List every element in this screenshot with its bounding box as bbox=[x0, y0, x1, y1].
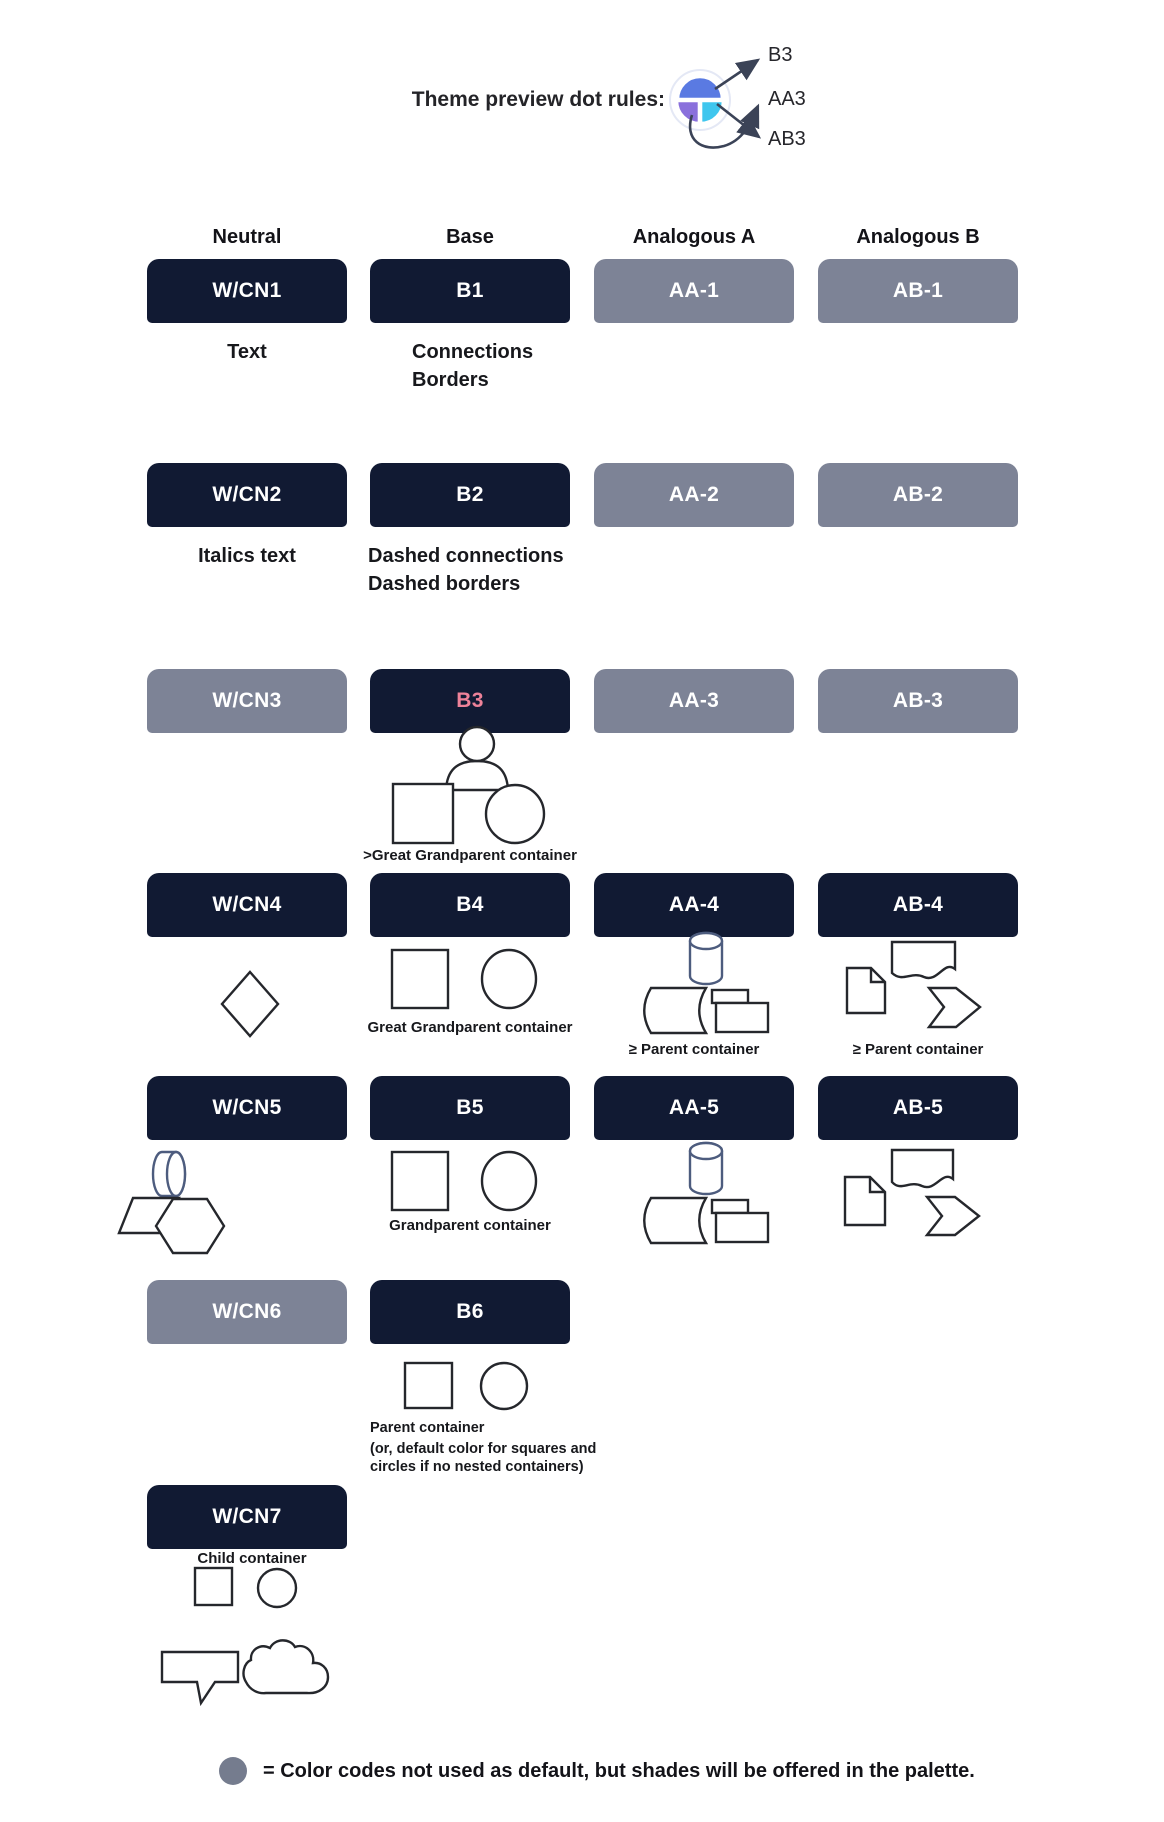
caption-parent-aa: ≥ Parent container bbox=[628, 1041, 760, 1058]
cylinder-horizontal-shape bbox=[153, 1152, 185, 1196]
stored-data-shape bbox=[644, 988, 706, 1033]
column-header-neutral: Neutral bbox=[212, 226, 282, 248]
circle-shape bbox=[481, 1363, 527, 1409]
document-shape bbox=[845, 1177, 885, 1225]
cylinder-shape bbox=[690, 1143, 722, 1194]
caption-parent-container: Parent container bbox=[370, 1420, 485, 1436]
dot-label-ab3: AB3 bbox=[768, 128, 806, 150]
pill-ab5[interactable]: AB-5 bbox=[818, 1076, 1018, 1140]
square-shape bbox=[405, 1363, 452, 1408]
b4-shape-group[interactable] bbox=[392, 950, 536, 1008]
cylinder-top bbox=[690, 1143, 722, 1159]
dot-label-aa3: AA3 bbox=[768, 88, 806, 110]
circle-shape bbox=[258, 1569, 296, 1607]
caption-grandparent: Grandparent container bbox=[389, 1217, 551, 1234]
dot-rule-arrows bbox=[690, 60, 759, 148]
square-shape bbox=[393, 784, 453, 843]
diamond-shape bbox=[222, 972, 278, 1036]
square-shape bbox=[195, 1568, 232, 1605]
cylinder-shape bbox=[690, 933, 722, 984]
arrow-to-ab3 bbox=[717, 104, 759, 137]
square-shape bbox=[392, 950, 448, 1008]
pill-wcn7[interactable]: W/CN7 bbox=[147, 1485, 347, 1549]
cylinder-cap bbox=[167, 1152, 185, 1196]
pill-b6[interactable]: B6 bbox=[370, 1280, 570, 1344]
pill-b1[interactable]: B1 bbox=[370, 259, 570, 323]
aa5-shape-group[interactable] bbox=[644, 1143, 768, 1243]
aa4-shape-group[interactable] bbox=[644, 933, 768, 1033]
document-fold bbox=[870, 1177, 885, 1192]
cloud-shape bbox=[244, 1640, 328, 1693]
pill-wcn1[interactable]: W/CN1 bbox=[147, 259, 347, 323]
arrow-to-b3 bbox=[715, 60, 758, 89]
parallelogram-shape bbox=[119, 1198, 179, 1233]
caption-parent-note-1: (or, default color for squares and bbox=[370, 1441, 597, 1457]
b6-shape-group[interactable] bbox=[405, 1363, 527, 1409]
folder-tab bbox=[712, 990, 748, 1003]
pill-ab1[interactable]: AB-1 bbox=[818, 259, 1018, 323]
legend bbox=[219, 1757, 975, 1785]
document-fold bbox=[871, 968, 885, 982]
b3-shape-group[interactable] bbox=[393, 727, 544, 843]
circle-shape bbox=[482, 1152, 536, 1210]
speech-bubble-shape bbox=[162, 1652, 238, 1703]
caption-borders: Borders bbox=[412, 369, 489, 391]
dot-wedge-blue bbox=[678, 77, 722, 99]
theme-preview-dot-icon bbox=[670, 70, 730, 130]
wcn4-shape-group[interactable] bbox=[222, 972, 278, 1036]
pill-aa5[interactable]: AA-5 bbox=[594, 1076, 794, 1140]
pill-b4[interactable]: B4 bbox=[370, 873, 570, 937]
dot-label-b3: B3 bbox=[768, 44, 793, 66]
circle-shape bbox=[482, 950, 536, 1008]
pill-ab4[interactable]: AB-4 bbox=[818, 873, 1018, 937]
caption-text: Text bbox=[227, 341, 267, 363]
wcn5-shape-group[interactable] bbox=[119, 1152, 224, 1253]
caption-connections: Connections bbox=[412, 341, 534, 363]
pill-aa2[interactable]: AA-2 bbox=[594, 463, 794, 527]
caption-gt-great-grandparent: >Great Grandparent container bbox=[363, 847, 577, 864]
pill-wcn6[interactable]: W/CN6 bbox=[147, 1280, 347, 1344]
caption-italics-text: Italics text bbox=[198, 545, 296, 567]
pill-aa4[interactable]: AA-4 bbox=[594, 873, 794, 937]
pill-wcn4[interactable]: W/CN4 bbox=[147, 873, 347, 937]
caption-parent-note-2: circles if no nested containers) bbox=[370, 1459, 584, 1475]
ab4-shape-group[interactable] bbox=[847, 942, 980, 1027]
column-header-analogous-a: Analogous A bbox=[632, 226, 756, 248]
ab5-shape-group[interactable] bbox=[845, 1150, 979, 1235]
arrow-to-aa3 bbox=[690, 106, 758, 148]
caption-great-grandparent: Great Grandparent container bbox=[367, 1019, 573, 1036]
pill-b3[interactable]: B3 bbox=[370, 669, 570, 733]
column-header-analogous-b: Analogous B bbox=[856, 226, 980, 248]
page-title: Theme preview dot rules: bbox=[411, 88, 665, 111]
caption-dashed bbox=[368, 545, 564, 595]
wavy-document-shape bbox=[892, 1150, 953, 1187]
legend-text: = Color codes not used as default, but shades will be offered in the palette. bbox=[263, 1759, 975, 1782]
caption-connections-borders bbox=[412, 341, 533, 391]
chevron-shape bbox=[927, 1197, 979, 1235]
pill-aa3[interactable]: AA-3 bbox=[594, 669, 794, 733]
pill-ab2[interactable]: AB-2 bbox=[818, 463, 1018, 527]
dot-wedge-cyan bbox=[701, 101, 723, 123]
stored-data-shape bbox=[644, 1198, 706, 1243]
pill-wcn5[interactable]: W/CN5 bbox=[147, 1076, 347, 1140]
square-shape bbox=[392, 1152, 448, 1210]
caption-dashed-borders: Dashed borders bbox=[368, 573, 521, 595]
pill-wcn3[interactable]: W/CN3 bbox=[147, 669, 347, 733]
caption-dashed-connections: Dashed connections bbox=[368, 545, 564, 567]
folder-tab bbox=[712, 1200, 748, 1213]
pill-aa1[interactable]: AA-1 bbox=[594, 259, 794, 323]
bubble-cloud-shape-group[interactable] bbox=[162, 1640, 328, 1703]
folder-body bbox=[716, 1003, 768, 1032]
pill-ab3[interactable]: AB-3 bbox=[818, 669, 1018, 733]
b5-shape-group[interactable] bbox=[392, 1152, 536, 1210]
document-shape bbox=[847, 968, 885, 1013]
circle-shape bbox=[486, 785, 544, 843]
chevron-shape bbox=[929, 988, 980, 1027]
wavy-document-shape bbox=[892, 942, 955, 978]
caption-child-container: Child container bbox=[197, 1550, 307, 1567]
dot-wedge-purple bbox=[677, 101, 699, 123]
dot-ring bbox=[670, 70, 730, 130]
folder-body bbox=[716, 1213, 768, 1242]
pill-b2[interactable]: B2 bbox=[370, 463, 570, 527]
caption-parent-ab: ≥ Parent container bbox=[852, 1041, 984, 1058]
column-header-base: Base bbox=[446, 226, 494, 248]
pill-b5[interactable]: B5 bbox=[370, 1076, 570, 1140]
person-body-icon bbox=[446, 761, 508, 790]
hexagon-shape bbox=[156, 1199, 224, 1253]
legend-dot-icon bbox=[219, 1757, 247, 1785]
wcn7-shape-group[interactable] bbox=[195, 1568, 296, 1607]
pill-wcn2[interactable]: W/CN2 bbox=[147, 463, 347, 527]
